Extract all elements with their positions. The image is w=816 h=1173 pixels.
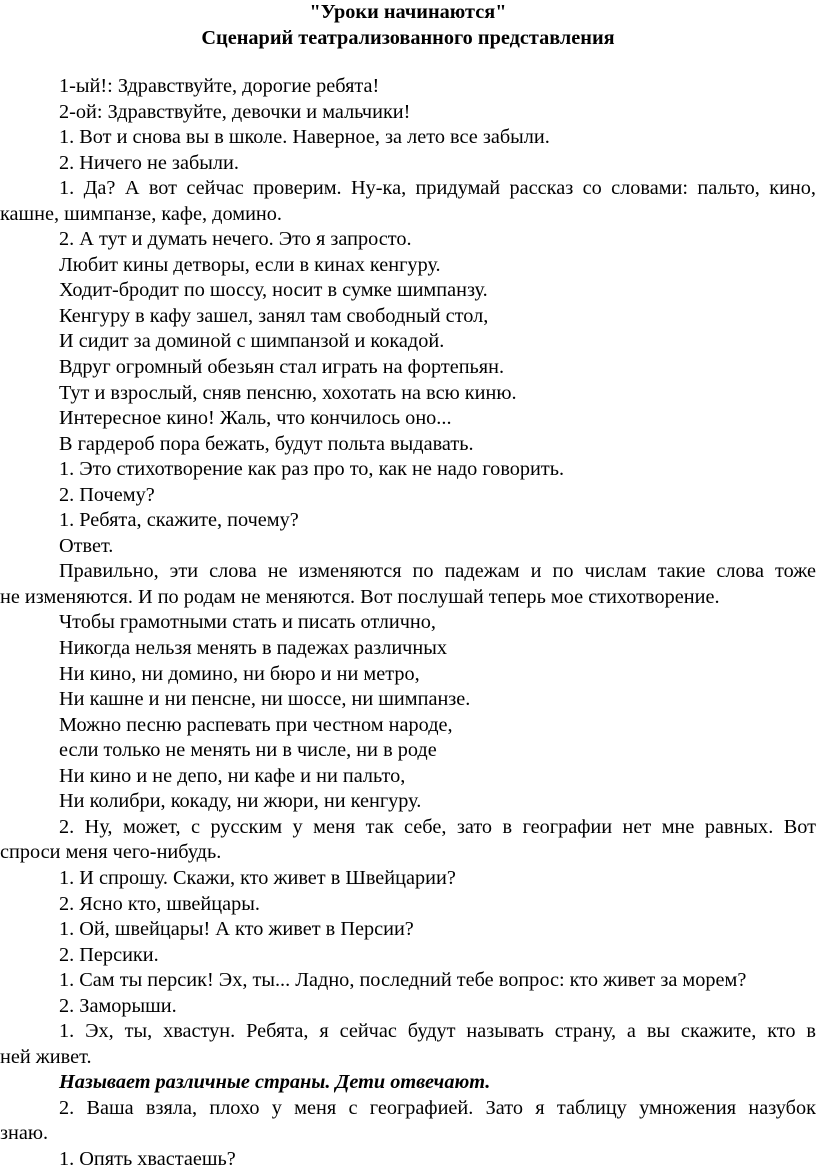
- script-line: 1. Ребята, скажите, почему?: [59, 509, 299, 532]
- script-line: Чтобы грамотными стать и писать отлично,: [59, 611, 436, 634]
- script-line: 1. Да? А вот сейчас проверим. Ну-ка, придумай рассказ со словами: пальто, кино,: [59, 177, 816, 200]
- script-line: Любит кины детворы, если в кинах кенгуру.: [59, 253, 441, 276]
- document-title: "Уроки начинаются": [309, 1, 507, 23]
- script-line: 2. Ничего не забыли.: [59, 151, 239, 174]
- script-line: Тут и взрослый, сняв пенсню, хохотать на всю киню.: [59, 381, 517, 404]
- script-line: Интересное кино! Жаль, что кончилось оно...: [59, 407, 452, 430]
- script-line: спроси меня чего-нибудь.: [0, 841, 222, 864]
- script-line: 2. Ясно кто, швейцары.: [59, 892, 260, 915]
- script-line: 2. Ну, может, с русским у меня так себе, зато в географии нет мне равных. Вот: [59, 815, 816, 838]
- script-line: 1. Вот и снова вы в школе. Наверное, за лето все забыли.: [59, 126, 550, 149]
- script-line: 2. Почему?: [59, 483, 155, 506]
- script-line: Ни кашне и ни пенсне, ни шоссе, ни шимпанзе.: [59, 688, 471, 711]
- script-line: не изменяются. И по родам не меняются. Вот послушай теперь мое стихотворение.: [0, 585, 720, 608]
- script-line: Ни кино и не депо, ни кафе и ни пальто,: [59, 764, 406, 787]
- script-line: Можно песню распевать при честном народе,: [59, 713, 453, 736]
- script-line: 1-ый!: Здравствуйте, дорогие ребята!: [59, 75, 380, 97]
- script-line: ней живет.: [0, 1045, 92, 1068]
- script-line: Ни кино, ни домино, ни бюро и ни метро,: [59, 662, 420, 685]
- script-line: 2. Заморыши.: [59, 994, 177, 1017]
- script-line: Кенгуру в кафу зашел, занял там свободный стол,: [59, 304, 489, 327]
- script-line: если только не менять ни в числе, ни в роде: [59, 739, 437, 762]
- script-line: Ходит-бродит по шоссу, носит в сумке шимпанзу.: [59, 279, 488, 302]
- script-line: 2-ой: Здравствуйте, девочки и мальчики!: [59, 100, 411, 123]
- document-subtitle: Сценарий театрализованного представления: [201, 27, 615, 49]
- script-line: 1. Опять хвастаешь?: [59, 1147, 236, 1170]
- script-line: 1. Сам ты персик! Эх, ты... Ладно, последний тебе вопрос: кто живет за морем?: [59, 969, 747, 992]
- stage-direction: Называет различные страны. Дети отвечают.: [59, 1071, 491, 1094]
- script-line: Вдруг огромный обезьян стал играть на фортепьян.: [59, 356, 505, 379]
- script-line: 1. Эх, ты, хвастун. Ребята, я сейчас будут называть страну, а вы скажите, кто в: [59, 1020, 816, 1043]
- script-line: знаю.: [0, 1122, 49, 1145]
- script-line: 1. Ой, швейцары! А кто живет в Персии?: [59, 918, 414, 941]
- script-body: [0, 74, 816, 1173]
- script-line: 2. А тут и думать нечего. Это я запросто.: [59, 228, 412, 251]
- script-line: 1. И спрошу. Скажи, кто живет в Швейцарии?: [59, 866, 456, 889]
- script-line: И сидит за доминой с шимпанзой и кокадой.: [59, 330, 445, 353]
- script-line: Ответ.: [59, 534, 114, 557]
- script-line: кашне, шимпанзе, кафе, домино.: [0, 202, 282, 225]
- script-line: В гардероб пора бежать, будут польта выдавать.: [59, 432, 474, 455]
- script-line: Ни колибри, кокаду, ни жюри, ни кенгуру.: [59, 790, 422, 813]
- script-line: Правильно, эти слова не изменяются по падежам и по числам такие слова тоже: [59, 560, 816, 583]
- script-line: 2. Ваша взяла, плохо у меня с географией. Зато я таблицу умножения назубок: [59, 1096, 816, 1119]
- script-line: Никогда нельзя менять в падежах различных: [59, 637, 447, 660]
- script-line: 1. Это стихотворение как раз про то, как не надо говорить.: [59, 458, 565, 481]
- script-line: 2. Персики.: [59, 943, 159, 966]
